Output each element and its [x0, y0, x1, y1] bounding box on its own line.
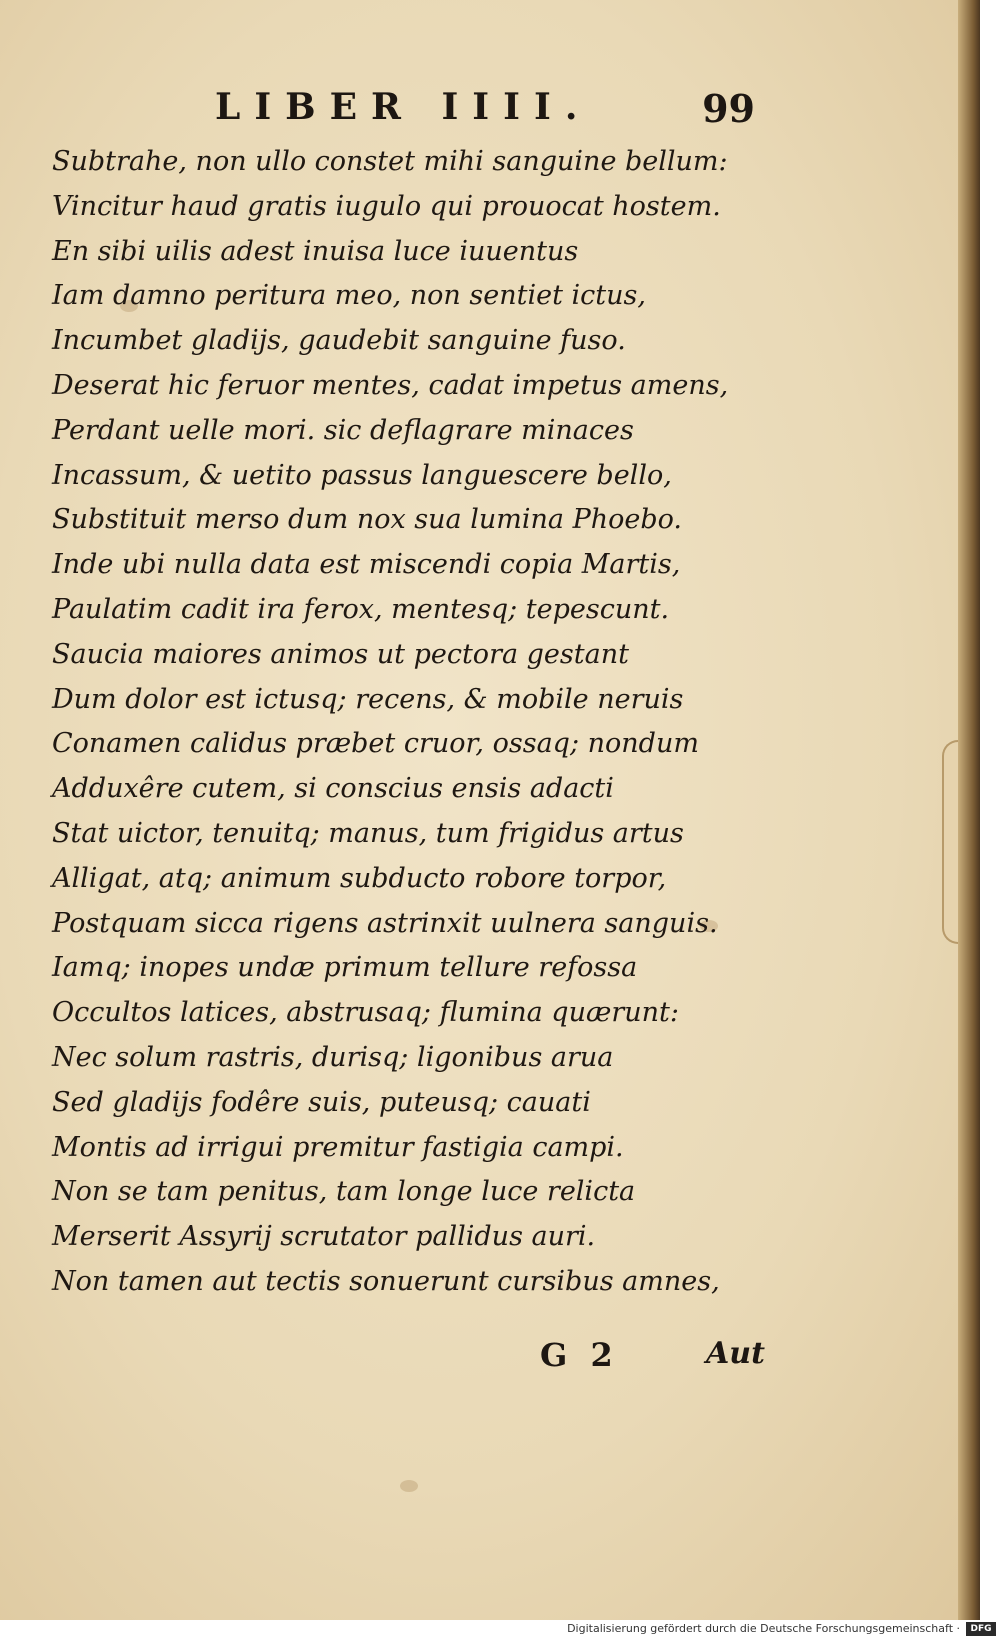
verse-line: Non tamen aut tectis sonuerunt cursibus amnes, — [52, 1265, 720, 1297]
verse-line: Nec solum rastris, durisq; ligonibus arua — [52, 1041, 614, 1073]
verse-line: Substituit merso dum nox sua lumina Phoebo. — [52, 504, 683, 536]
verse-line: Non se tam penitus, tam longe luce relicta — [52, 1176, 636, 1208]
catchword: Aut — [706, 1336, 765, 1371]
verse-line: Conamen calidus præbet cruor, ossaq; nondum — [52, 728, 699, 760]
running-title: LIBER IIII. — [215, 86, 592, 128]
signature-mark: G 2 — [540, 1336, 619, 1374]
verse-line: Vincitur haud gratis iugulo qui prouocat hostem. — [52, 190, 721, 222]
verse-line: Alligat, atq; animum subducto robore torpor, — [52, 862, 667, 894]
verse-text — [52, 140, 752, 1305]
verse-line: Occultos latices, abstrusaq; flumina quærunt: — [52, 997, 679, 1029]
verse-line: Inde ubi nulla data est miscendi copia Martis, — [52, 549, 681, 581]
verse-line: Perdant uelle mori. sic deflagrare minaces — [52, 414, 634, 446]
verse-line: Incumbet gladijs, gaudebit sanguine fuso. — [52, 325, 626, 357]
dfg-logo: DFG — [966, 1622, 996, 1636]
verse-line: Dum dolor est ictusq; recens, & mobile neruis — [52, 683, 684, 715]
verse-line: Iam damno peritura meo, non sentiet ictus, — [52, 280, 646, 312]
page-header — [215, 86, 755, 131]
verse-line: Deserat hic feruor mentes, cadat impetus amens, — [52, 369, 729, 401]
verse-line: Sed gladijs fodêre suis, puteusq; cauati — [52, 1086, 591, 1118]
verse-line: Iamq; inopes undæ primum tellure refossa — [52, 952, 638, 984]
verse-line: Subtrahe, non ullo constet mihi sanguine bellum: — [52, 146, 728, 177]
verse-line: Montis ad irrigui premitur fastigia campi. — [52, 1131, 624, 1163]
page-edge-tab — [942, 740, 958, 944]
credit-bar — [0, 1620, 1000, 1640]
verse-line: Adduxêre cutem, si conscius ensis adacti — [52, 773, 614, 805]
verse-line: En sibi uilis adest inuisa luce iuuentus — [52, 235, 579, 267]
verse-line: Saucia maiores animos ut pectora gestant — [52, 638, 629, 670]
verse-line: Stat uictor, tenuitq; manus, tum frigidus artus — [52, 817, 684, 849]
page-number: 99 — [702, 86, 755, 131]
verse-line: Postquam sicca rigens astrinxit uulnera sanguis. — [52, 907, 718, 939]
verse-line: Merserit Assyrij scrutator pallidus auri. — [52, 1221, 596, 1253]
paper-stain — [400, 1480, 418, 1492]
verse-line: Incassum, & uetito passus languescere bello, — [52, 459, 672, 491]
verse-line: Paulatim cadit ira ferox, mentesq; tepescunt. — [52, 593, 670, 625]
funding-credit: Digitalisierung gefördert durch die Deutsche Forschungsgemeinschaft · — [567, 1622, 960, 1635]
book-binding-edge — [958, 0, 980, 1620]
